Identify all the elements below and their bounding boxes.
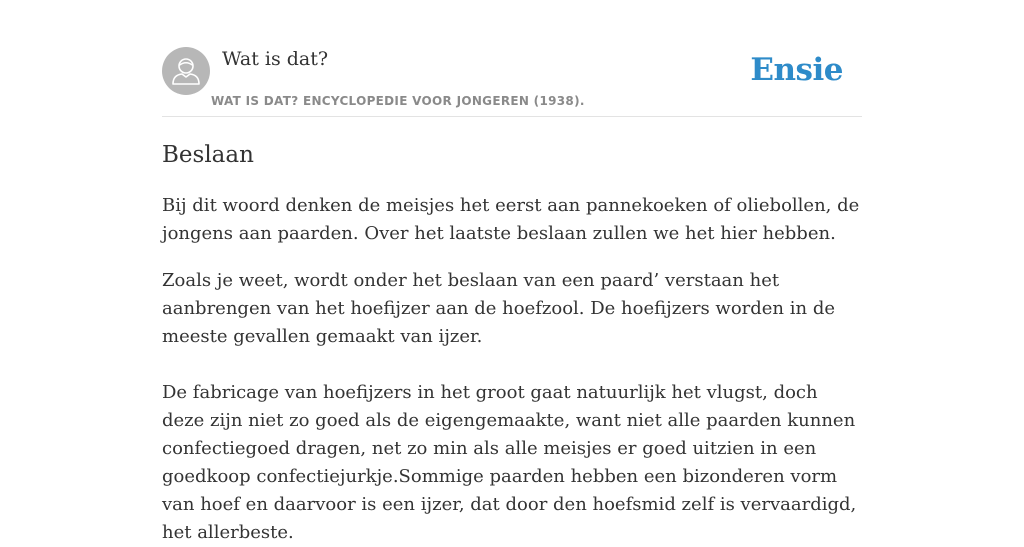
avatar[interactable] bbox=[162, 47, 210, 95]
ensie-logo[interactable]: Ensie bbox=[750, 52, 843, 88]
page bbox=[162, 0, 862, 543]
source-title[interactable]: Wat is dat? bbox=[222, 48, 329, 70]
source-header bbox=[162, 0, 862, 117]
article-paragraph: De fabricage van hoefijzers in het groot gaat natuurlijk het vlugst, doch deze zijn niet zo goed als de eigengemaakte, want niet alle paarden kunnen confectiegoed dragen, net zo min als alle meisjes er goed uitzien in een goedkoop confectiejurkje.Sommige paarden hebben een bizonderen vorm van hoef en daarvoor is een ijzer, dat door den hoefsmid zelf is vervaardigd, het allerbeste. bbox=[162, 382, 857, 543]
article-paragraph: Zoals je weet, wordt onder het beslaan van een paard’ verstaan het aanbrengen van het hoefijzer aan de hoefzool. De hoefijzers worden in de meeste gevallen gemaakt van ijzer. bbox=[162, 270, 835, 347]
article-paragraph: Bij dit woord denken de meisjes het eerst aan pannekoeken of oliebollen, de jongens aan paarden. Over het laatste beslaan zullen we het hier hebben. bbox=[162, 195, 860, 244]
article-title: Beslaan bbox=[162, 142, 254, 168]
user-avatar-icon bbox=[162, 47, 210, 95]
source-subtitle[interactable]: WAT IS DAT? ENCYCLOPEDIE VOOR JONGEREN (1938). bbox=[211, 94, 585, 108]
